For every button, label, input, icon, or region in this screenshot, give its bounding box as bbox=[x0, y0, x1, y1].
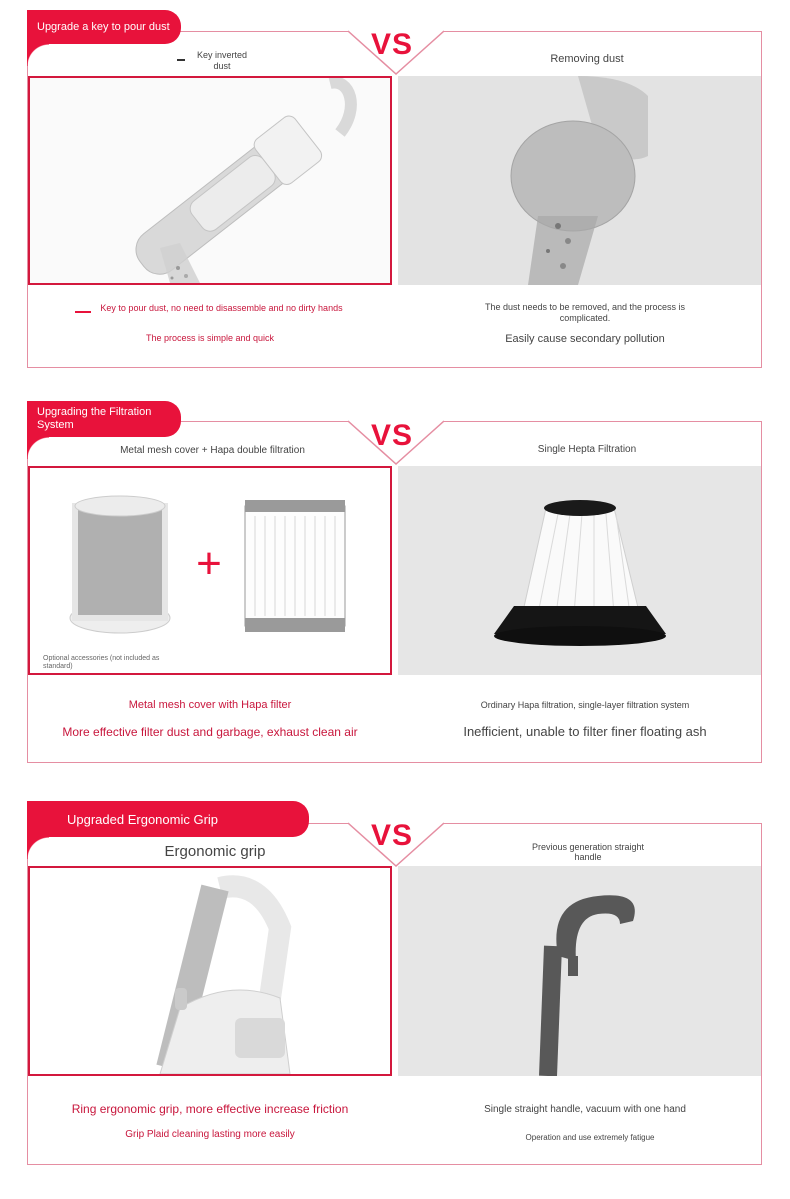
left-desc-2: More effective filter dust and garbage, exhaust clean air bbox=[62, 725, 358, 739]
right-desc-1: The dust needs to be removed, and the process is complicated. bbox=[484, 302, 686, 323]
left-header: Metal mesh cover + Hapa double filtration bbox=[120, 445, 305, 456]
ergonomic-grip-image bbox=[28, 866, 392, 1076]
left-desc-2: Grip Plaid cleaning lasting more easily bbox=[125, 1129, 295, 1140]
right-desc-1: Ordinary Hapa filtration, single-layer filtration system bbox=[480, 700, 690, 710]
section-tab bbox=[27, 801, 309, 837]
vs-label: VS bbox=[371, 419, 414, 452]
ring-handle-illustration bbox=[30, 868, 390, 1074]
section-tab-label: Upgraded Ergonomic Grip bbox=[67, 811, 219, 827]
left-desc-1: Metal mesh cover with Hapa filter bbox=[128, 699, 292, 711]
right-header: Removing dust bbox=[550, 53, 624, 65]
section-tab-label: Upgrade a key to pour dust bbox=[37, 21, 170, 33]
right-desc-2: Easily cause secondary pollution bbox=[505, 333, 665, 345]
vs-label: VS bbox=[371, 819, 414, 852]
straight-handle-illustration bbox=[398, 866, 761, 1076]
left-header: Key inverted dust bbox=[196, 50, 248, 71]
accessory-note: Optional accessories (not included as standard) bbox=[43, 655, 160, 670]
section-tab-label: Upgrading the Filtration System bbox=[37, 406, 152, 431]
straight-handle-image bbox=[398, 866, 761, 1076]
right-desc-1: Single straight handle, vacuum with one hand bbox=[484, 1104, 686, 1115]
left-desc-1: Key to pour dust, no need to disassemble and no dirty hands bbox=[100, 303, 343, 313]
right-header: Single Hepta Filtration bbox=[537, 444, 637, 455]
right-desc-2: Inefficient, unable to filter finer floating ash bbox=[463, 724, 707, 739]
vs-label: VS bbox=[371, 28, 414, 61]
right-header: Previous generation straight handle bbox=[531, 842, 645, 862]
left-header: Ergonomic grip bbox=[164, 843, 266, 860]
plus-sign: + bbox=[196, 539, 222, 588]
left-desc-1: Ring ergonomic grip, more effective increase friction bbox=[71, 1102, 349, 1116]
left-desc-2: The process is simple and quick bbox=[145, 333, 275, 343]
right-desc-2: Operation and use extremely fatigue bbox=[525, 1133, 655, 1142]
